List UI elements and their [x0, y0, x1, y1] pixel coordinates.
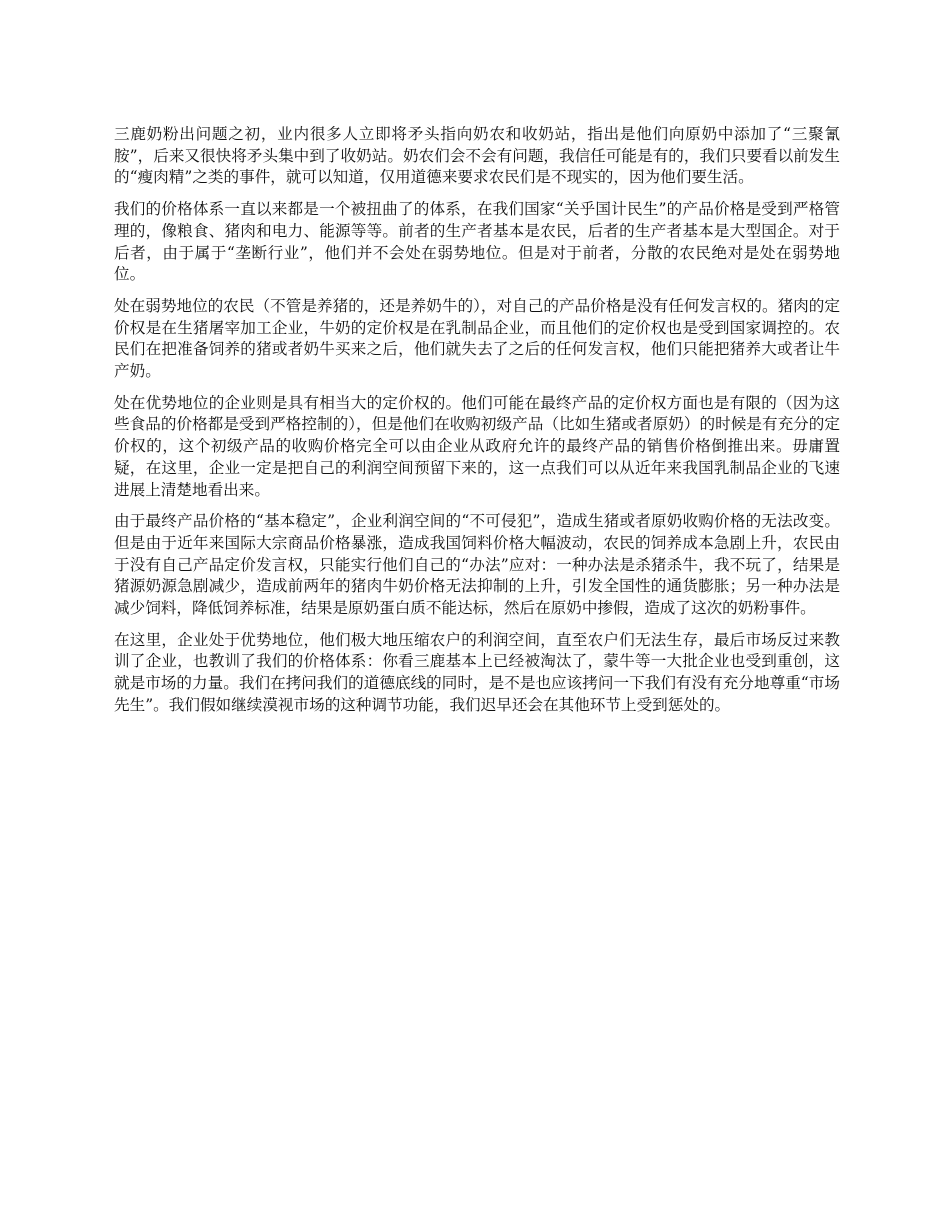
paragraph-4: 处在优势地位的企业则是具有相当大的定价权的。他们可能在最终产品的定价权方面也是有限的（因为这些食品的价格都是受到严格控制的），但是他们在收购初级产品（比如生猪或者原奶）的时候是有充分的定价权的，这个初级产品的收购价格完全可以由企业从政府允许的最终产品的销售价格倒推出来。毋庸置疑，在这里，企业一定是把自己的利润空间预留下来的，这一点我们可以从近年来我国乳制品企业的飞速进展上清楚地看出来。 — [114, 393, 840, 499]
paragraph-2: 我们的价格体系一直以来都是一个被扭曲了的体系，在我们国家“关乎国计民生”的产品价格是受到严格管理的，像粮食、猪肉和电力、能源等等。前者的生产者基本是农民，后者的生产者基本是大型国企。对于后者，由于属于“垄断行业”，他们并不会处在弱势地位。但是对于前者，分散的农民绝对是处在弱势地位。 — [114, 200, 840, 284]
paragraph-1: 三鹿奶粉出问题之初，业内很多人立即将矛头指向奶农和收奶站，指出是他们向原奶中添加了“三聚氰胺”，后来又很快将矛头集中到了收奶站。奶农们会不会有问题，我信任可能是有的，我们只要看以前发生的“瘦肉精”之类的事件，就可以知道，仅用道德来要求农民们是不现实的，因为他们要生活。 — [114, 125, 840, 187]
paragraph-6: 在这里，企业处于优势地位，他们极大地压缩农户的利润空间，直至农户们无法生存，最后市场反过来教训了企业，也教训了我们的价格体系：你看三鹿基本上已经被淘汰了，蒙牛等一大批企业也受到重创，这就是市场的力量。我们在拷问我们的道德底线的同时，是不是也应该拷问一下我们有没有充分地尊重“市场先生”。我们假如继续漠视市场的这种调节功能，我们迟早还会在其他环节上受到惩处的。 — [114, 630, 840, 714]
document-body — [114, 124, 840, 727]
paragraph-3: 处在弱势地位的农民（不管是养猪的，还是养奶牛的），对自己的产品价格是没有任何发言权的。猪肉的定价权是在生猪屠宰加工企业，牛奶的定价权是在乳制品企业，而且他们的定价权也是受到国家调控的。农民们在把准备饲养的猪或者奶牛买来之后，他们就失去了之后的任何发言权，他们只能把猪养大或者让牛产奶。 — [114, 296, 840, 381]
paragraph-5: 由于最终产品价格的“基本稳定”，企业利润空间的“不可侵犯”，造成生猪或者原奶收购价格的无法改变。但是由于近年来国际大宗商品价格暴涨，造成我国饲料价格大幅波动，农民的饲养成本急剧上升，农民由于没有自己产品定价发言权，只能实行他们自己的“办法”应对：一种办法是杀猪杀牛，我不玩了，结果是猪源奶源急剧减少，造成前两年的猪肉牛奶价格无法抑制的上升，引发全国性的通货膨胀；另一种办法是减少饲料，降低饲养标准，结果是原奶蛋白质不能达标，然后在原奶中掺假，造成了这次的奶粉事件。 — [114, 512, 840, 618]
